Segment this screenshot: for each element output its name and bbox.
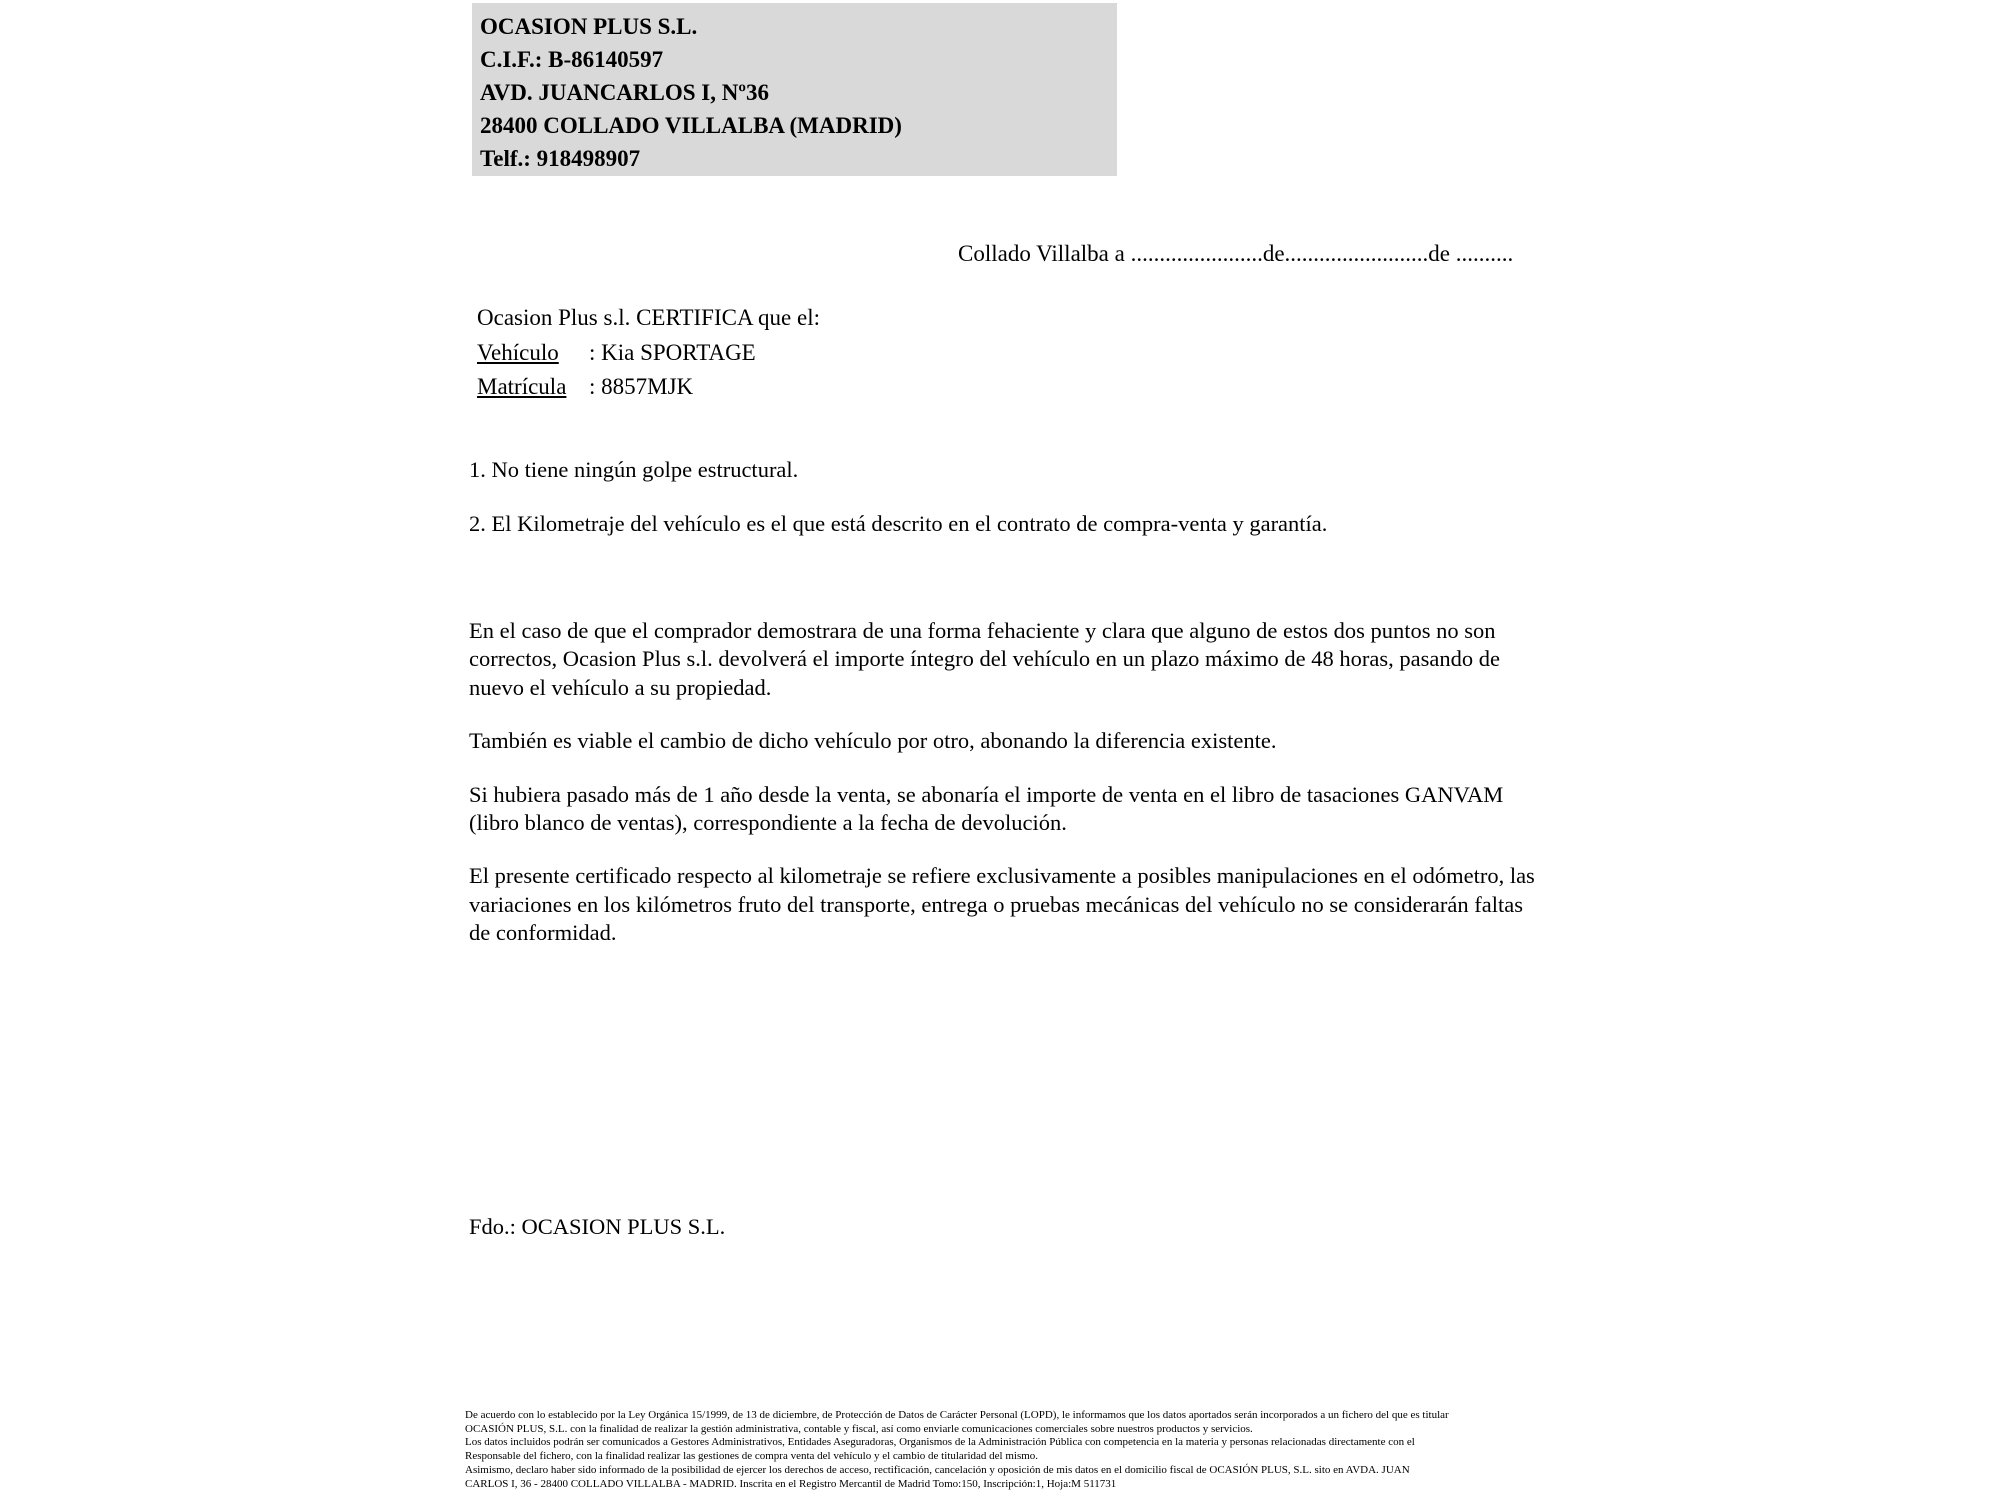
condition-item-2: 2. El Kilometraje del vehículo es el que está descrito en el contrato de compra-venta y garantía. — [469, 511, 1328, 536]
vehicle-value: : Kia SPORTAGE — [589, 339, 756, 365]
company-name: OCASION PLUS S.L. — [480, 14, 698, 39]
footer-line-1: De acuerdo con lo establecido por la Ley Orgánica 15/1999, de 13 de diciembre, de Protección de Datos de Carácter Personal (LOPD), le informamos que los datos aportados serán incorporados a un fichero del que es titular — [465, 1409, 1449, 1421]
plate-label: Matrícula — [477, 374, 567, 399]
company-header-box — [472, 3, 1117, 176]
company-address: AVD. JUANCARLOS I, Nº36 — [480, 80, 769, 105]
paragraph-refund: En el caso de que el comprador demostrara de una forma fehaciente y clara que alguno de estos dos puntos no son correctos, Ocasion Plus s.l. devolverá el importe íntegro del vehículo en un plazo máximo de 48 horas, pasando de nuevo el vehículo a su propiedad. — [469, 618, 1500, 700]
signature-line: Fdo.: OCASION PLUS S.L. — [469, 1214, 726, 1239]
body-paragraphs — [469, 617, 1541, 973]
company-phone: Telf.: 918498907 — [480, 146, 641, 171]
paragraph-exchange: También es viable el cambio de dicho vehículo por otro, abonando la diferencia existente. — [469, 728, 1277, 754]
footer-line-4: Responsable del fichero, con la finalidad realizar las gestiones de compra venta del vehículo y el cambio de titularidad del mismo. — [465, 1450, 1039, 1463]
certificate-block — [477, 301, 820, 405]
footer-line-3: Los datos incluidos podrán ser comunicados a Gestores Administrativos, Entidades Aseguradoras, Organismos de la Administración Pública con competencia en la materia y personas relacionadas directamente con el — [465, 1436, 1415, 1449]
plate-value: : 8857MJK — [589, 374, 694, 399]
footer-line-2: OCASIÓN PLUS, S.L. con la finalidad de realizar la gestión administrativa, contable y fiscal, así como enviarle comunicaciones comerciales sobre nuestros productos y servicios. — [465, 1422, 1253, 1435]
company-city: 28400 COLLADO VILLALBA (MADRID) — [480, 113, 902, 138]
footer-line-6: CARLOS I, 36 - 28400 COLLADO VILLALBA - MADRID. Inscrita en el Registro Mercantil de Madrid Tomo:150, Inscripción:1, Hoja:M 511731 — [465, 1477, 1117, 1490]
condition-item-1: 1. No tiene ningún golpe estructural. — [469, 457, 799, 482]
paragraph-ganvam: Si hubiera pasado más de 1 año desde la venta, se abonaría el importe de venta en el libro de tasaciones GANVAM (libro blanco de ventas), correspondiente a la fecha de devolución. — [469, 781, 1504, 836]
paragraph-odometer: El presente certificado respecto al kilometraje se refiere exclusivamente a posibles manipulaciones en el odómetro, las variaciones en los kilómetros fruto del transporte, entrega o pruebas mecánicas del vehículo no se considerarán faltas de conformidad. — [469, 863, 1535, 946]
footer-line-5: Asimismo, declaro haber sido informado de la posibilidad de ejercer los derechos de acceso, rectificación, cancelación y oposición de mis datos en el domicilio fiscal de OCASIÓN PLUS, S.L. sito en AVDA. JUAN — [465, 1463, 1410, 1476]
legal-footer — [465, 1409, 1449, 1491]
vehicle-label: Vehículo — [477, 339, 559, 365]
company-cif: C.I.F.: B-86140597 — [480, 47, 664, 72]
certificate-intro: Ocasion Plus s.l. CERTIFICA que el: — [477, 305, 820, 330]
vehicle-row — [477, 336, 820, 371]
plate-row — [477, 370, 820, 405]
date-line: Collado Villalba a .......................de.........................de .......... — [958, 241, 1514, 266]
